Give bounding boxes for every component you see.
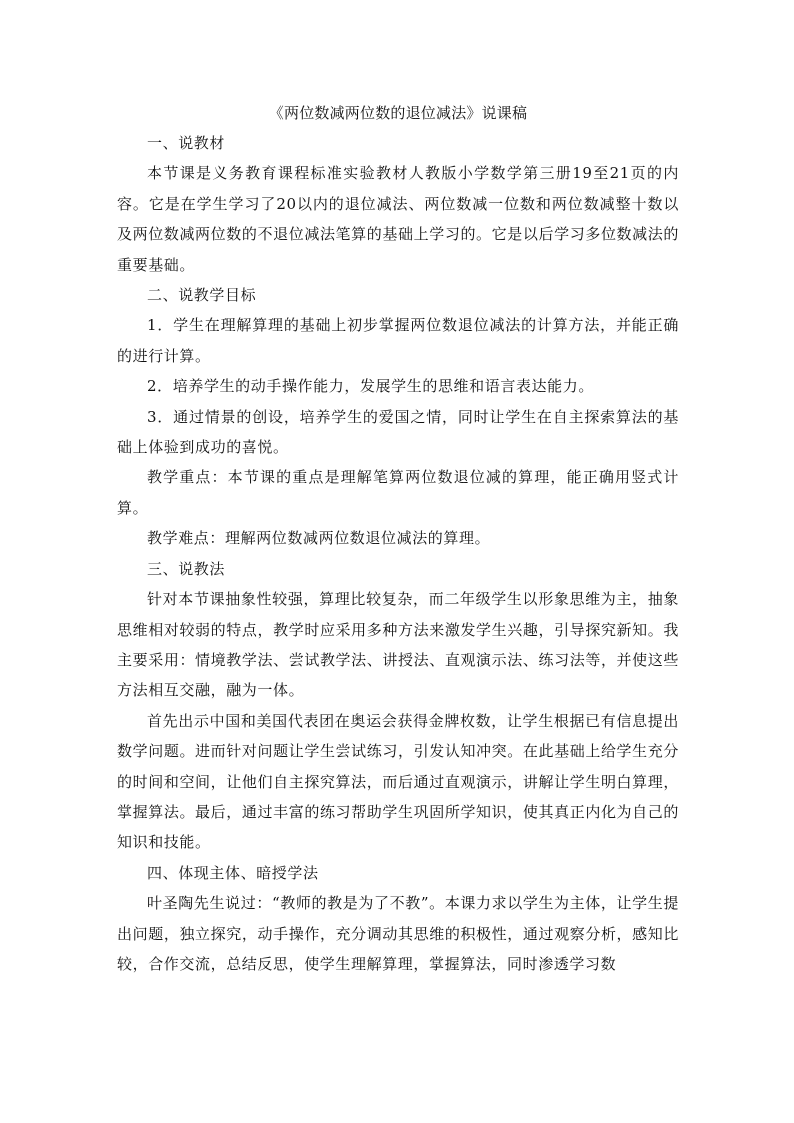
- document-title: 《两位数减两位数的退位减法》说课稿: [268, 104, 528, 122]
- heading-textbook: 一、说教材: [147, 134, 226, 152]
- paragraph-teaching-process: 首先出示中国和美国代表团在奥运会获得金牌枚数，让学生根据已有信息提出数学问题。进而针对问题让学生尝试练习，引发认知冲突。在此基础上给学生充分的时间和空间，让他们自主探究算法，而后通过直观演示，讲解让学生明白算理，掌握算法。最后，通过丰富的练习帮助学生巩固所学知识，使其真正内化为自己的知识和技能。: [117, 711, 679, 852]
- objective-2: 2．培养学生的动手操作能力，发展学生的思维和语言表达能力。: [147, 377, 594, 396]
- document-body: [117, 98, 679, 979]
- paragraph-textbook: 本节课是义务教育课程标准实验教材人教版小学数学第三册19至21页的内容。它是在学生学习了20以内的退位减法、两位数减一位数和两位数减整十数以及两位数减两位数的不退位减法笔算的基础上学习的。它是以后学习多位数减法的重要基础。: [117, 164, 679, 274]
- objective-1: 1．学生在理解算理的基础上初步掌握两位数退位减法的计算方法，并能正确的进行计算。: [117, 316, 679, 365]
- paragraph-learning-methods: 叶圣陶先生说过：“教师的教是为了不教”。本课力求以学生为主体，让学生提出问题，独立探究，动手操作，充分调动其思维的积极性，通过观察分析，感知比较，合作交流，总结反思，使学生理解算理，掌握算法，同时渗透学习数: [117, 894, 679, 973]
- heading-learning-methods: 四、体现主体、暗授学法: [147, 863, 319, 882]
- objective-3: 3．通过情景的创设，培养学生的爱国之情，同时让学生在自主探索算法的基础上体验到成功的喜悦。: [117, 407, 679, 457]
- paragraph-teaching-methods: 针对本节课抽象性较强，算理比较复杂，而二年级学生以形象思维为主，抽象思维相对较弱的特点，教学时应采用多种方法来激发学生兴趣，引导探究新知。我主要采用：情境教学法、尝试教学法、讲授法、直观演示法、练习法等，并使这些方法相互交融，融为一体。: [117, 590, 679, 700]
- key-point: 教学重点：本节课的重点是理解笔算两位数退位减的算理，能正确用竖式计算。: [117, 468, 679, 517]
- heading-teaching-methods: 三、说教法: [147, 559, 226, 578]
- difficult-point: 教学难点：理解两位数减两位数退位减法的算理。: [147, 529, 491, 548]
- heading-objectives: 二、说教学目标: [147, 286, 257, 305]
